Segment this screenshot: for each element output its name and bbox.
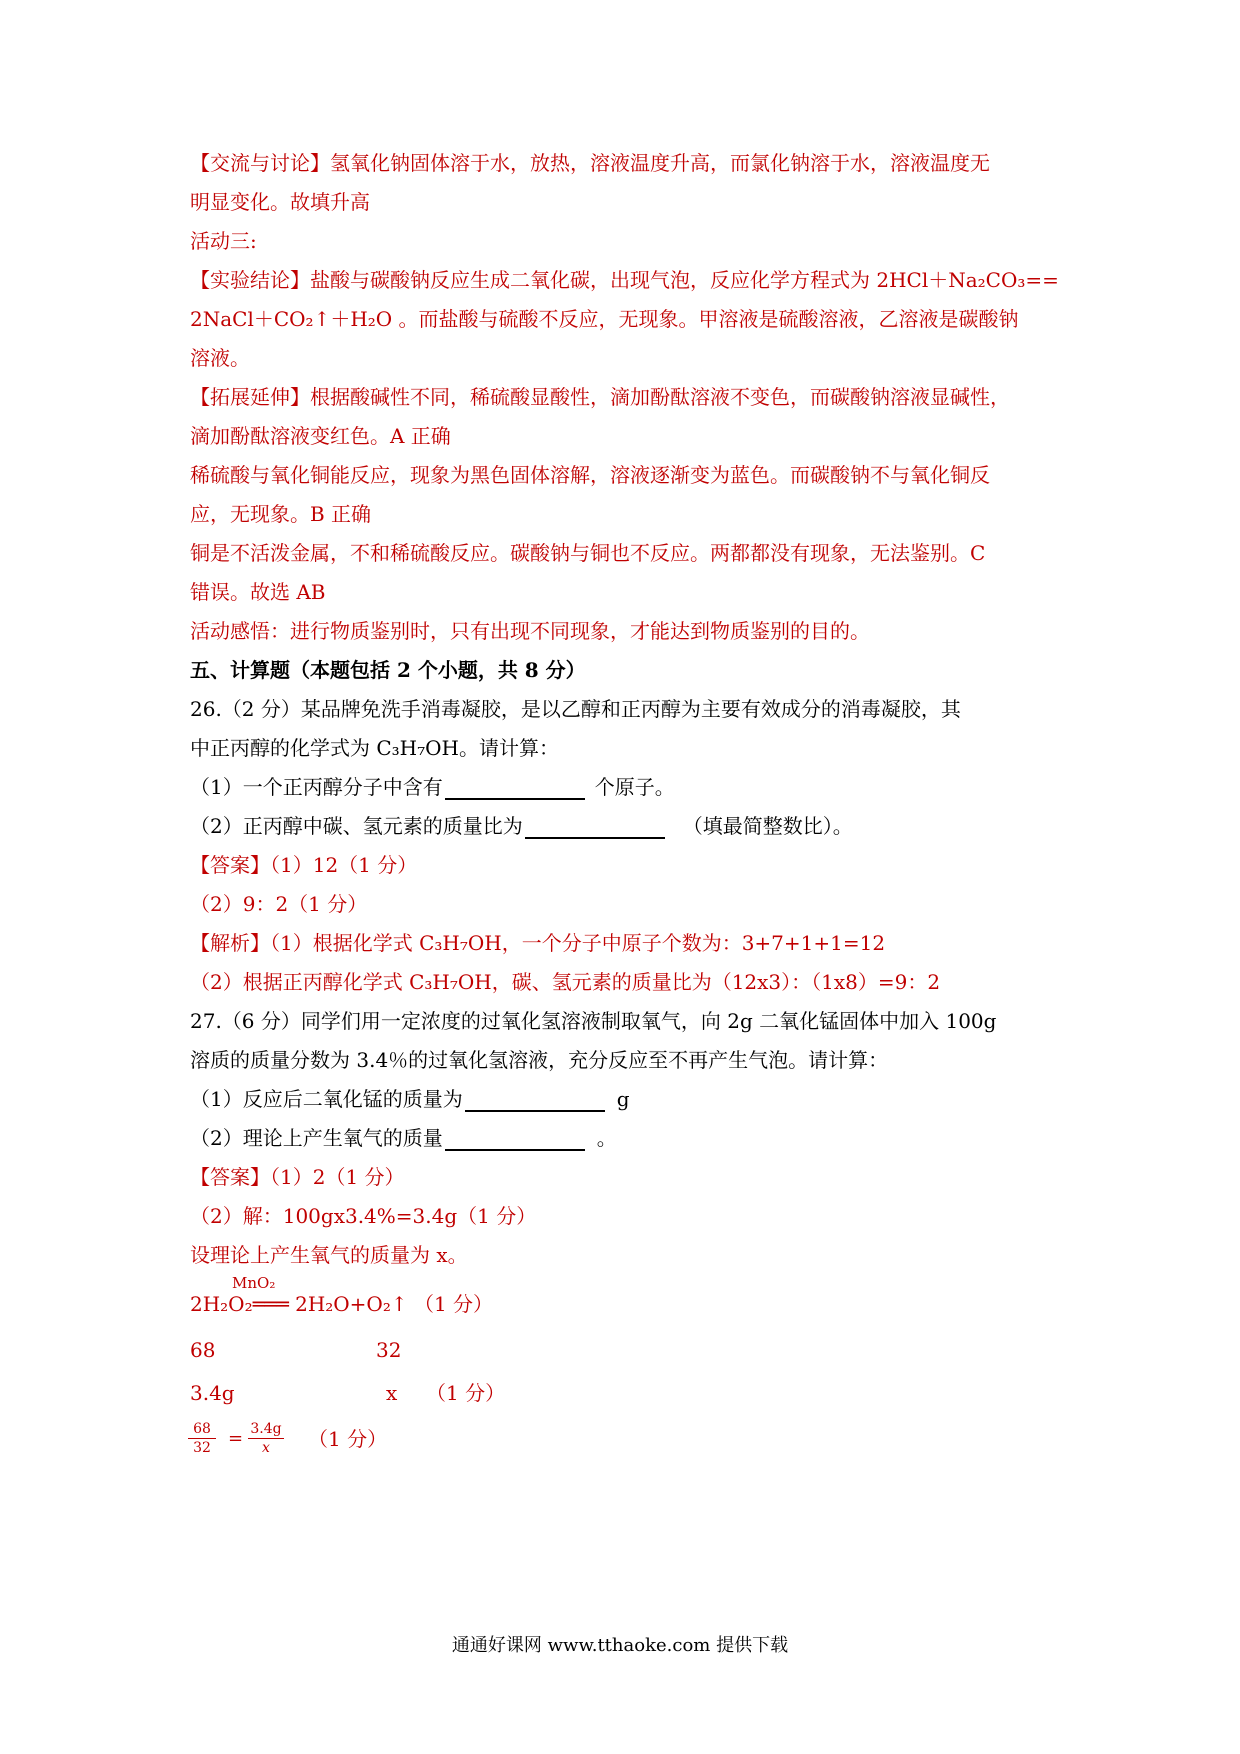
molar-mass-o2: 32 <box>376 1338 402 1362</box>
part-1-prefix: （1）反应后二氧化锰的质量为 <box>190 1087 463 1111</box>
part-2-suffix: 。 <box>596 1126 617 1150</box>
conclusion-line-3: 溶液。 <box>190 346 250 370</box>
answer-27-line-2: （2）解：100gx3.4%=3.4g（1 分） <box>190 1204 537 1228</box>
score-note-2: （1 分） <box>308 1427 388 1451</box>
reaction-equation <box>190 1291 493 1317</box>
reflection-line: 活动感悟：进行物质鉴别时，只有出现不同现象，才能达到物质鉴别的目的。 <box>190 619 870 643</box>
catalyst-label: MnO₂ <box>232 1274 276 1292</box>
score-note: （1 分） <box>426 1381 506 1405</box>
fraction-right-denominator: x <box>262 1440 270 1456</box>
fraction-left-numerator: 68 <box>188 1420 216 1439</box>
section-five-heading: 五、计算题（本题包括 2 个小题，共 8 分） <box>190 658 586 682</box>
part-1-suffix: 个原子。 <box>594 775 675 799</box>
fraction-right-numerator: 3.4g <box>248 1420 284 1439</box>
answer-blank-26-1[interactable] <box>445 778 585 800</box>
question-26-line-1: 26.（2 分）某品牌免洗手消毒凝胶，是以乙醇和正丙醇为主要有效成分的消毒凝胶，其 <box>190 697 961 721</box>
question-27-part-1 <box>190 1086 630 1112</box>
fraction-right <box>248 1420 284 1457</box>
part-2-prefix: （2）正丙醇中碳、氢元素的质量比为 <box>190 814 523 838</box>
part-2-suffix: （填最简整数比）。 <box>682 814 853 838</box>
page-footer: 通通好课网 www.tthaoke.com 提供下载 <box>451 1635 789 1656</box>
extension-line-2: 滴加酚酞溶液变红色。A 正确 <box>190 424 451 448</box>
extension-line-1: 【拓展延伸】根据酸碱性不同，稀硫酸显酸性，滴加酚酞溶液不变色，而碳酸钠溶液显碱性， <box>190 385 1010 409</box>
question-26-line-2: 中正丙醇的化学式为 C₃H₇OH。请计算： <box>190 736 559 760</box>
discussion-line-1: 【交流与讨论】氢氧化钠固体溶于水，放热，溶液温度升高，而氯化钠溶于水，溶液温度无 <box>190 151 990 175</box>
analysis-26-line-2: （2）根据正丙醇化学式 C₃H₇OH，碳、氢元素的质量比为（12x3）：（1x8）=9：2 <box>190 970 941 994</box>
equation-arrow: ═══ <box>252 1292 289 1316</box>
part-1-unit: g <box>616 1087 630 1111</box>
answer-27-line-1: 【答案】（1）2（1 分） <box>190 1165 405 1189</box>
part-1-prefix: （1）一个正丙醇分子中含有 <box>190 775 443 799</box>
answer-blank-27-2[interactable] <box>445 1129 585 1151</box>
question-26-part-1 <box>190 774 675 800</box>
activity-three-heading: 活动三: <box>190 229 257 253</box>
solution-setup-line: 设理论上产生氧气的质量为 x。 <box>190 1243 468 1267</box>
equation-products: 2H₂O+O₂↑ （1 分） <box>295 1292 494 1316</box>
mass-h2o2: 3.4g <box>190 1381 235 1405</box>
extension-line-5: 铜是不活泼金属，不和稀硫酸反应。碳酸钠与铜也不反应。两都都没有现象，无法鉴别。C <box>190 541 986 565</box>
answer-26-line-2: （2）9：2（1 分） <box>190 892 368 916</box>
fraction-left <box>188 1420 216 1457</box>
question-27-part-2 <box>190 1125 617 1151</box>
answer-26-line-1: 【答案】（1）12（1 分） <box>190 853 418 877</box>
mass-o2-unknown: x <box>386 1381 398 1405</box>
equation-reactant: 2H₂O₂ <box>190 1292 253 1316</box>
question-26-part-2 <box>190 813 853 839</box>
part-2-prefix: （2）理论上产生氧气的质量 <box>190 1126 443 1150</box>
discussion-line-2: 明显变化。故填升高 <box>190 190 370 214</box>
extension-line-4: 应，无现象。B 正确 <box>190 502 372 526</box>
extension-line-6: 错误。故选 AB <box>190 580 326 604</box>
fraction-left-denominator: 32 <box>193 1440 211 1456</box>
analysis-26-line-1: 【解析】（1）根据化学式 C₃H₇OH，一个分子中原子个数为：3+7+1+1=12 <box>190 931 886 955</box>
conclusion-line-2: 2NaCl＋CO₂↑＋H₂O 。而盐酸与硫酸不反应，无现象。甲溶液是硫酸溶液，乙溶液是碳酸钠 <box>190 307 1019 331</box>
question-27-line-1: 27.（6 分）同学们用一定浓度的过氧化氢溶液制取氧气，向 2g 二氧化锰固体中加入 100g <box>190 1009 997 1033</box>
equals-sign: = <box>228 1428 244 1449</box>
conclusion-line-1: 【实验结论】盐酸与碳酸钠反应生成二氧化碳，出现气泡，反应化学方程式为 2HCl＋Na₂CO₃== <box>190 268 1059 292</box>
extension-line-3: 稀硫酸与氧化铜能反应，现象为黑色固体溶解，溶液逐渐变为蓝色。而碳酸钠不与氧化铜反 <box>190 463 990 487</box>
molar-mass-h2o2: 68 <box>190 1338 216 1362</box>
answer-blank-27-1[interactable] <box>465 1090 605 1112</box>
answer-blank-26-2[interactable] <box>525 817 665 839</box>
question-27-line-2: 溶质的质量分数为 3.4％的过氧化氢溶液，充分反应至不再产生气泡。请计算： <box>190 1048 889 1072</box>
